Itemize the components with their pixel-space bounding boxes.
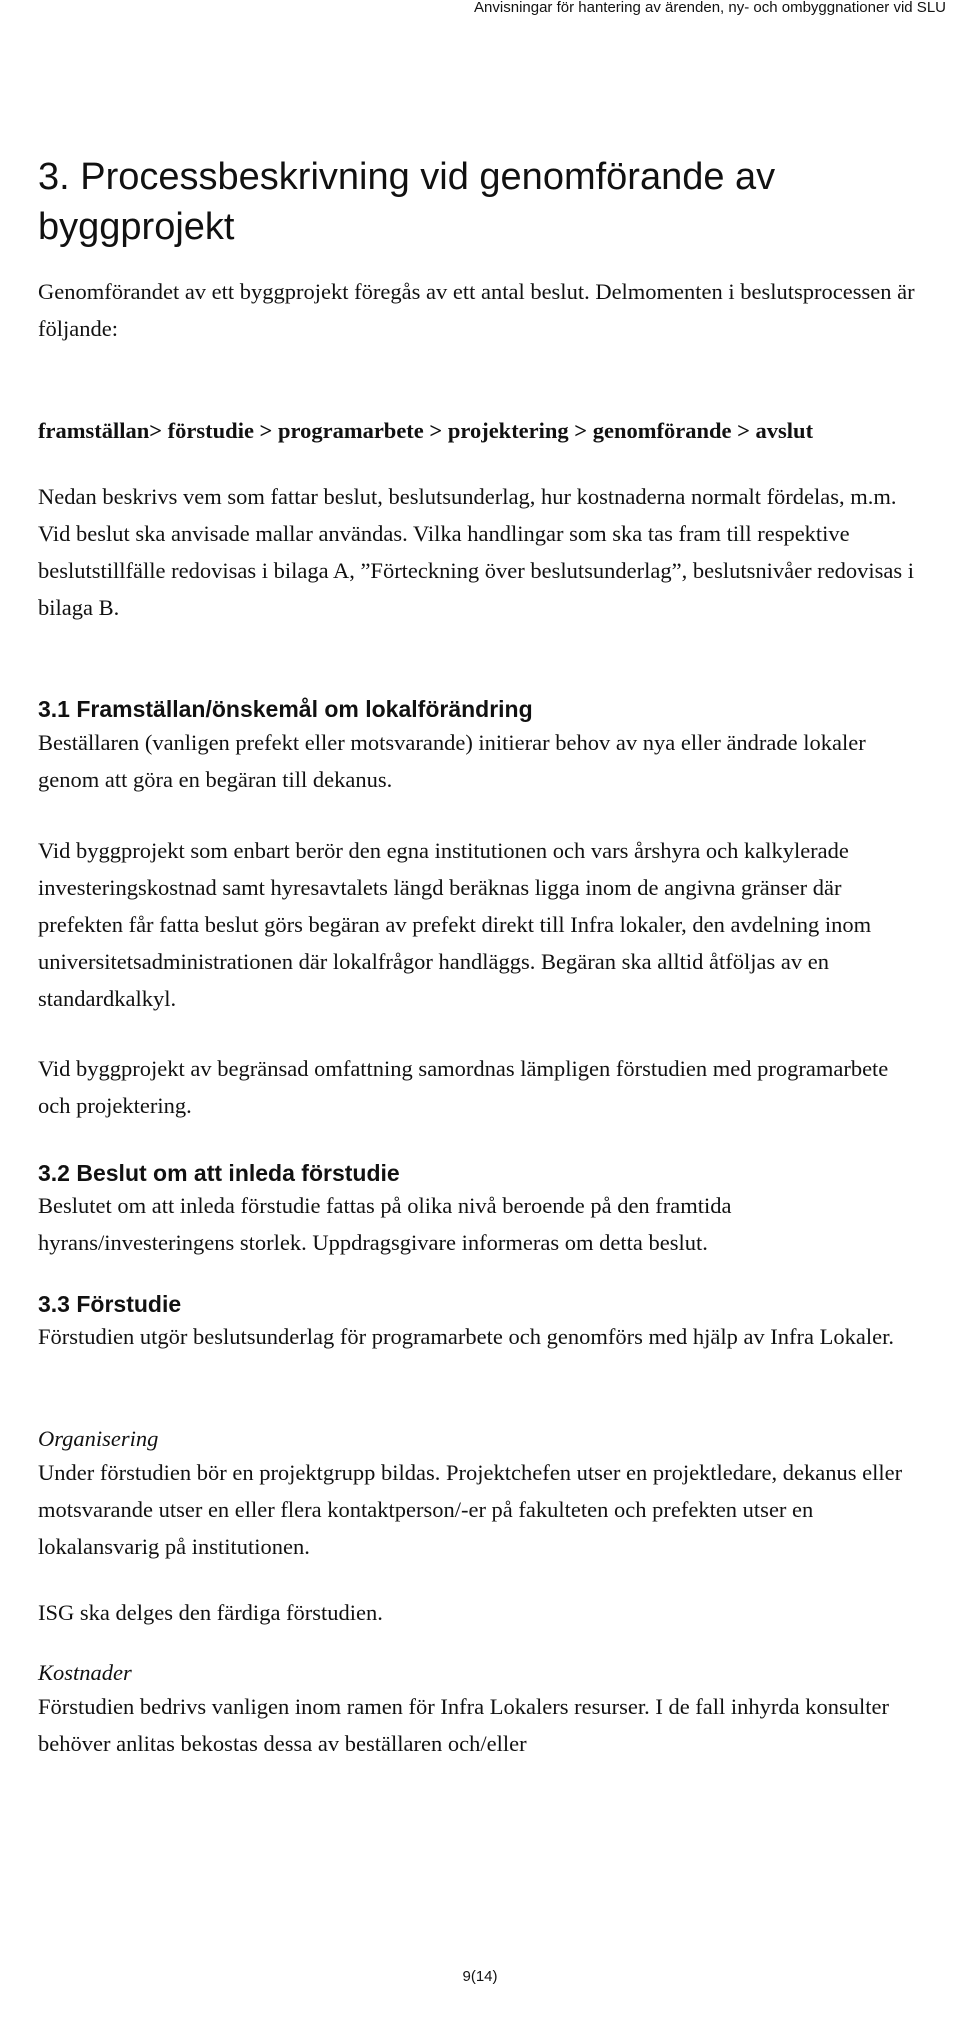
page-number: 9(14) [462, 1968, 498, 1985]
heading-3-1: 3.1 Framställan/önskemål om lokalförändring [38, 696, 533, 722]
process-chain: framställan> förstudie > programarbete > projektering > genomförande > avslut [38, 418, 814, 443]
paragraph-3-1-b: Vid byggprojekt som enbart berör den egna institutionen och vars årshyra och kalkylerade investeringskostnad samt hyresavtalets längd beräknas ligga inom de angivna gränser där prefekten får fatta beslut görs begäran av prefekt direkt till Infra lokaler, den avdelning inom universitetsadministrationen där lokalfrågor handläggs. Begäran ska alltid åtföljas av en standardkalkyl. [38, 838, 872, 1011]
section-title: 3. Processbeskrivning vid genomförande av byggprojekt [38, 156, 776, 248]
intro-paragraph: Genomförandet av ett byggprojekt föregås av ett antal beslut. Delmomenten i beslutsprocessen är följande: [38, 279, 915, 341]
paragraph-costs: Förstudien bedrivs vanligen inom ramen för Infra Lokalers resurser. I de fall inhyrda konsulter behöver anlitas bekostas dessa av beställaren och/eller [38, 1694, 890, 1756]
subheading-organisation: Organisering [38, 1426, 159, 1451]
paragraph-3-1-c: Vid byggprojekt av begränsad omfattning samordnas lämpligen förstudien med programarbete och projektering. [38, 1056, 889, 1118]
subheading-costs: Kostnader [38, 1660, 132, 1685]
paragraph-3-2: Beslutet om att inleda förstudie fattas på olika nivå beroende på den framtida hyrans/investeringens storlek. Uppdragsgivare informeras om detta beslut. [38, 1193, 732, 1255]
paragraph-isg: ISG ska delges den färdiga förstudien. [38, 1600, 383, 1625]
description-paragraph: Nedan beskrivs vem som fattar beslut, beslutsunderlag, hur kostnaderna normalt fördelas, m.m. Vid beslut ska anvisade mallar användas. Vilka handlingar som ska tas fram till respektive beslutstillfälle redovisas i bilaga A, ”Förteckning över beslutsunderlag”, beslutsnivåer redovisas i bilaga B. [38, 484, 915, 620]
heading-3-3: 3.3 Förstudie [38, 1291, 182, 1317]
paragraph-3-3: Förstudien utgör beslutsunderlag för programarbete och genomförs med hjälp av Infra Lokaler. [38, 1324, 894, 1349]
running-header: Anvisningar för hantering av ärenden, ny- och ombyggnationer vid SLU [474, 0, 946, 16]
paragraph-organisation: Under förstudien bör en projektgrupp bildas. Projektchefen utser en projektledare, dekanus eller motsvarande utser en eller flera kontaktperson/-er på fakulteten och prefekten utser en lokalansvarig på institutionen. [38, 1460, 903, 1559]
paragraph-3-1-a: Beställaren (vanligen prefekt eller motsvarande) initierar behov av nya eller ändrade lokaler genom att göra en begäran till dekanus. [38, 730, 866, 792]
heading-3-2: 3.2 Beslut om att inleda förstudie [38, 1160, 400, 1186]
